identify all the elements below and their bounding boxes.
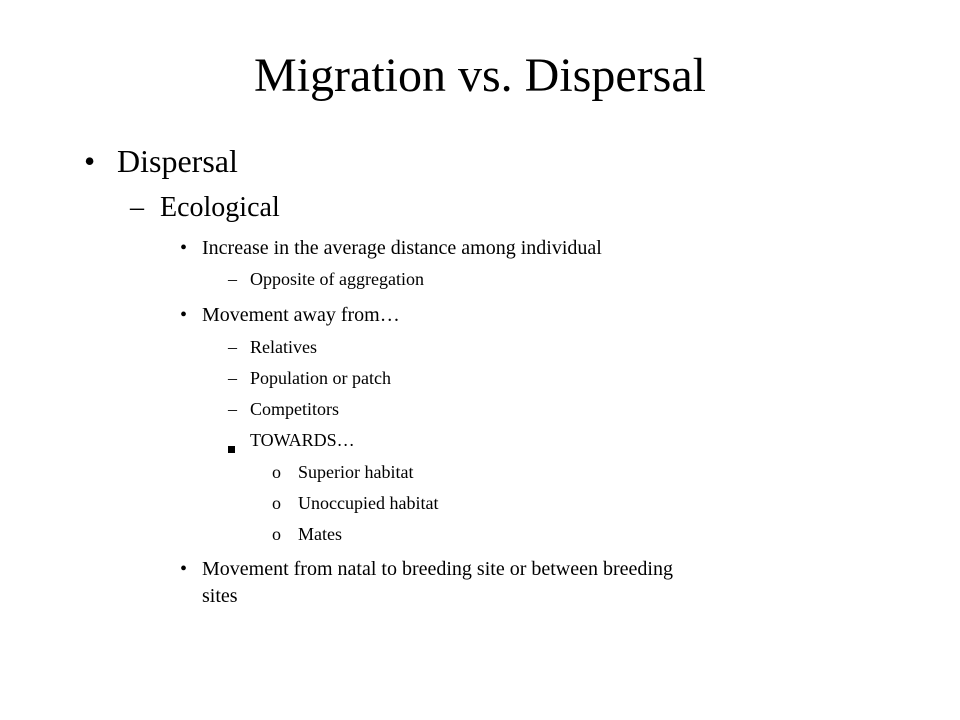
bullet-marker: • bbox=[180, 558, 188, 580]
bullet-text: Mates bbox=[298, 524, 342, 544]
bullet-text: Competitors bbox=[250, 399, 339, 419]
bullet-text: Superior habitat bbox=[298, 462, 414, 482]
dash-marker: – bbox=[228, 368, 237, 388]
slide-title: Migration vs. Dispersal bbox=[254, 49, 706, 102]
bullet-text-line1: Movement from natal to breeding site or between breeding bbox=[202, 558, 673, 580]
bullet-text: Movement away from… bbox=[202, 304, 400, 326]
circle-marker: o bbox=[272, 462, 281, 482]
bullet-text: Opposite of aggregation bbox=[250, 269, 424, 289]
bullet-marker: • bbox=[180, 237, 188, 259]
dash-marker: – bbox=[228, 399, 237, 419]
bullet-text: Ecological bbox=[160, 192, 280, 223]
bullet-text: TOWARDS… bbox=[250, 430, 355, 450]
bullet-marker: • bbox=[84, 143, 96, 179]
circle-marker: o bbox=[272, 524, 281, 544]
bullet-text: Dispersal bbox=[117, 143, 238, 179]
square-bullet-icon bbox=[228, 436, 235, 458]
bullet-text: Increase in the average distance among individual bbox=[202, 237, 602, 259]
dash-marker: – bbox=[228, 269, 237, 289]
bullet-text: Unoccupied habitat bbox=[298, 493, 439, 513]
bullet-movement-natal-continued bbox=[202, 584, 238, 608]
bullet-text: Relatives bbox=[250, 337, 317, 357]
bullet-text-line2: sites bbox=[202, 585, 238, 607]
dash-marker: – bbox=[228, 337, 237, 357]
bullet-marker: • bbox=[180, 304, 188, 326]
circle-marker: o bbox=[272, 493, 281, 513]
dash-marker: – bbox=[130, 192, 144, 223]
bullet-text: Population or patch bbox=[250, 368, 391, 388]
